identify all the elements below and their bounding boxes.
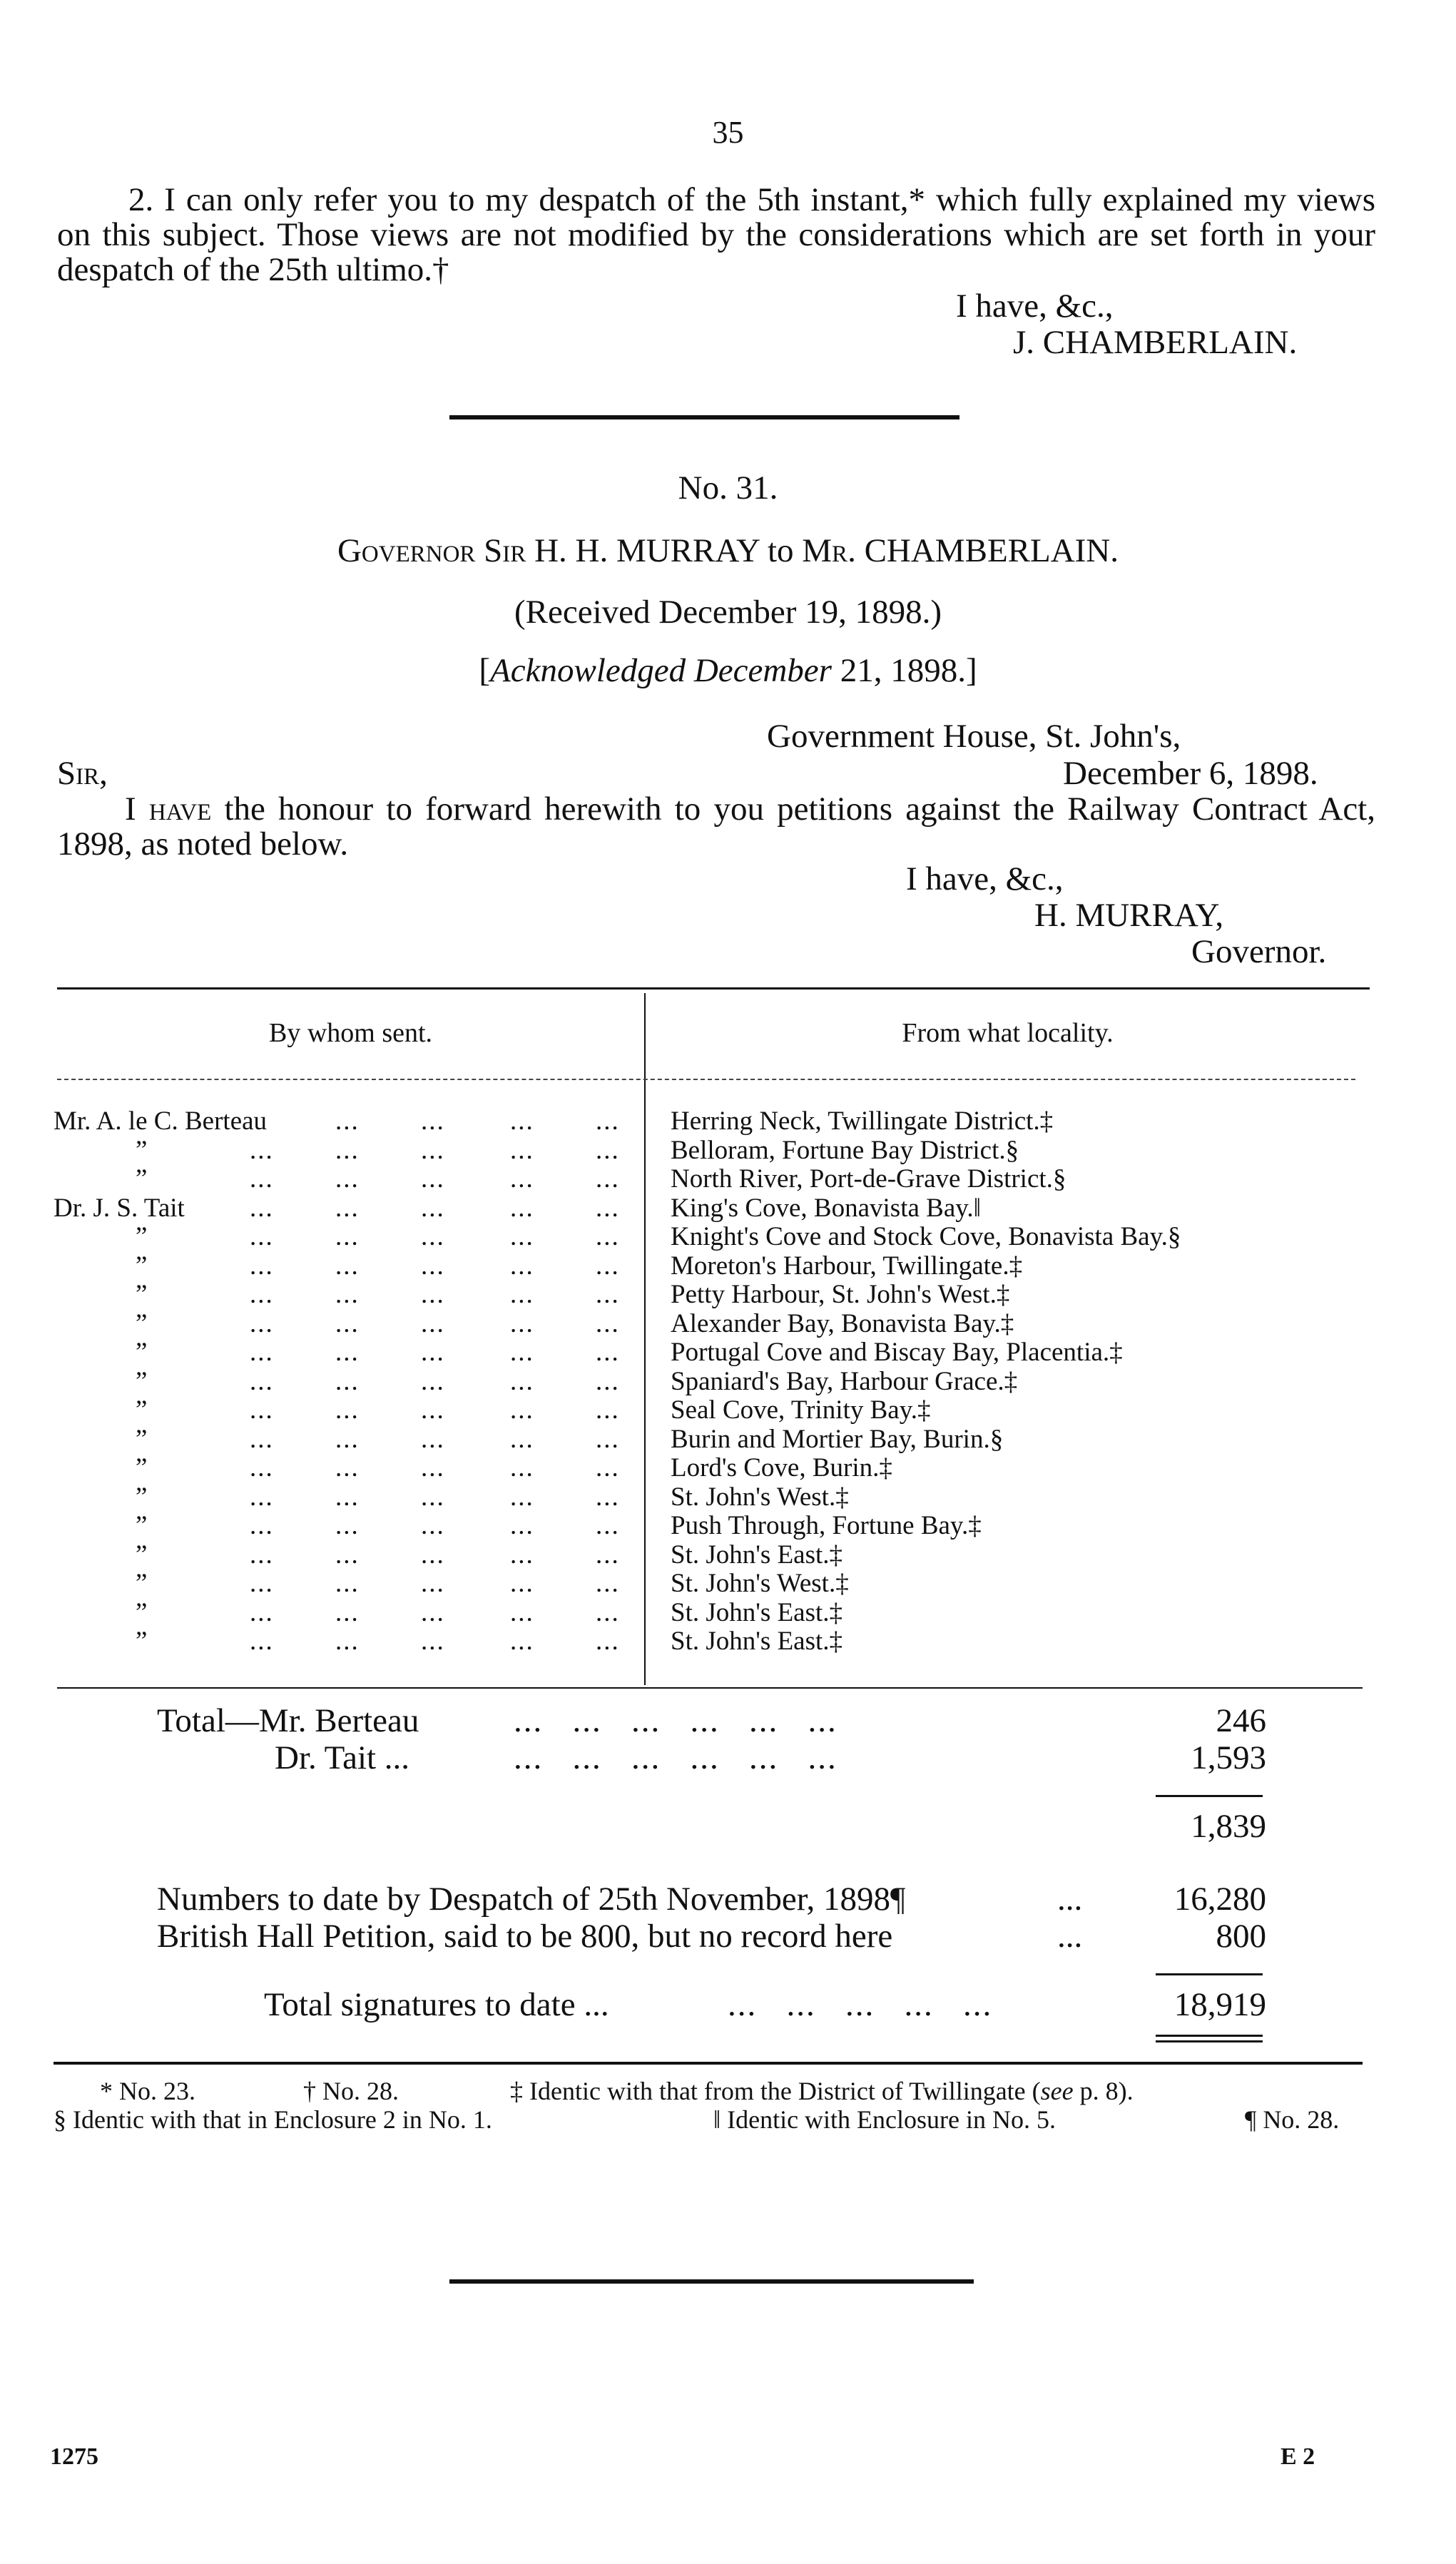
footnote-4: § Identic with that in Enclosure 2 in No. 1. xyxy=(54,2105,492,2134)
row-leader-dots: ... xyxy=(335,1193,360,1223)
row-locality: Lord's Cove, Burin.‡ xyxy=(671,1453,892,1482)
row-leader-dots: ... xyxy=(421,1222,445,1251)
acknowledged-date xyxy=(0,653,1456,688)
hall-label: British Hall Petition, said to be 800, but no record here xyxy=(157,1918,893,1955)
row-sender: ” xyxy=(136,1135,148,1165)
row-leader-dots: ... xyxy=(421,1164,445,1194)
table-row xyxy=(0,1107,1456,1136)
table-header-locality: From what locality. xyxy=(902,1018,1114,1048)
row-leader-dots: ... xyxy=(250,1193,274,1223)
row-leader-dots: ... xyxy=(250,1366,274,1396)
row-sender: ” xyxy=(136,1222,148,1251)
row-leader-dots: ... xyxy=(421,1135,445,1165)
subtotal-rule xyxy=(1156,1795,1263,1797)
row-leader-dots: ... xyxy=(510,1627,534,1656)
row-sender: ” xyxy=(136,1308,148,1338)
row-locality: St. John's West.‡ xyxy=(671,1569,849,1598)
footnote-3 xyxy=(510,2076,1134,2106)
row-leader-dots: ... xyxy=(421,1366,445,1396)
footnote-1: * No. 23. xyxy=(100,2077,195,2105)
total-berteau-value: 246 xyxy=(1216,1702,1266,1739)
row-locality: Burin and Mortier Bay, Burin.§ xyxy=(671,1424,1004,1454)
row-leader-dots: ... xyxy=(510,1511,534,1540)
row-leader-dots: ... xyxy=(335,1280,360,1309)
row-leader-dots: ... xyxy=(335,1453,360,1482)
table-row xyxy=(0,1570,1456,1598)
row-sender: ” xyxy=(136,1338,148,1367)
row-locality: King's Cove, Bonavista Bay.‖ xyxy=(671,1193,981,1223)
row-leader-dots: ... xyxy=(335,1627,360,1656)
row-leader-dots: ... xyxy=(421,1482,445,1512)
table-row xyxy=(0,1454,1456,1482)
row-sender: ” xyxy=(136,1395,148,1425)
row-leader-dots: ... xyxy=(335,1135,360,1165)
row-locality: Knight's Cove and Stock Cove, Bonavista Bay.§ xyxy=(671,1222,1181,1251)
row-locality: Push Through, Fortune Bay.‡ xyxy=(671,1511,982,1540)
row-leader-dots: ... xyxy=(510,1164,534,1194)
letter2-signature: H. MURRAY, xyxy=(1034,897,1224,934)
grand-total-value: 18,919 xyxy=(1174,1986,1266,2023)
row-sender: ” xyxy=(136,1627,148,1656)
row-leader-dots: ... xyxy=(250,1627,274,1656)
letter2-body xyxy=(57,792,1375,862)
total-berteau-label: Total—Mr. Berteau xyxy=(157,1702,419,1739)
row-sender: ” xyxy=(136,1540,148,1570)
prior-value: 16,280 xyxy=(1174,1881,1266,1918)
row-leader-dots: ... xyxy=(335,1540,360,1570)
table-row xyxy=(0,1310,1456,1338)
table-row xyxy=(0,1281,1456,1309)
row-leader-dots: ... xyxy=(596,1164,620,1194)
row-leader-dots: ... xyxy=(335,1308,360,1338)
row-locality: Petty Harbour, St. John's West.‡ xyxy=(671,1280,1010,1309)
letter1-text: 2. I can only refer you to my despatch of the 5th instant,* which fully explained my views on this subject. Those views are not modified by the considerations which are set forth in your despatch of the 25th ultimo.† xyxy=(57,181,1375,288)
row-leader-dots: ... xyxy=(335,1164,360,1194)
row-leader-dots: ... xyxy=(335,1107,360,1136)
footnote-5: ‖ Identic with Enclosure in No. 5. xyxy=(713,2105,1057,2134)
row-sender: Mr. A. le C. Berteau xyxy=(54,1107,268,1136)
row-leader-dots: ... xyxy=(596,1308,620,1338)
footnote-3-c: p. 8). xyxy=(1073,2077,1134,2105)
row-leader-dots: ... xyxy=(596,1482,620,1512)
row-sender: Dr. J. S. Tait xyxy=(54,1193,185,1223)
row-locality: Moreton's Harbour, Twillingate.‡ xyxy=(671,1251,1023,1281)
row-leader-dots: ... xyxy=(510,1453,534,1482)
row-sender: ” xyxy=(136,1251,148,1281)
table-top-rule xyxy=(57,987,1370,990)
heading-to: to xyxy=(767,532,794,569)
table-row xyxy=(0,1541,1456,1570)
row-leader-dots: ... xyxy=(596,1453,620,1482)
row-leader-dots: ... xyxy=(510,1280,534,1309)
heading-prefix: Governor Sir xyxy=(337,532,526,569)
row-leader-dots: ... xyxy=(421,1597,445,1627)
grand-total-label: Total signatures to date ... xyxy=(264,1986,609,2023)
row-leader-dots: ... xyxy=(250,1222,274,1251)
letter2-title: Governor. xyxy=(1191,933,1327,970)
hall-leader: ... xyxy=(1057,1918,1083,1955)
row-leader-dots: ... xyxy=(250,1164,274,1194)
row-locality: Herring Neck, Twillingate District.‡ xyxy=(671,1107,1054,1136)
row-leader-dots: ... xyxy=(421,1308,445,1338)
row-leader-dots: ... xyxy=(335,1395,360,1425)
table-row xyxy=(0,1223,1456,1251)
row-sender: ” xyxy=(136,1280,148,1309)
footer-print-code: 1275 xyxy=(50,2443,98,2470)
row-sender: ” xyxy=(136,1366,148,1396)
total-tait-label: Dr. Tait ... xyxy=(275,1739,410,1776)
heading-recipient: CHAMBERLAIN. xyxy=(864,532,1119,569)
ack-rest: 21, 1898.] xyxy=(831,652,977,689)
row-leader-dots: ... xyxy=(250,1424,274,1454)
table-row xyxy=(0,1252,1456,1281)
row-leader-dots: ... xyxy=(596,1251,620,1281)
row-locality: St. John's East.‡ xyxy=(671,1597,843,1627)
row-sender: ” xyxy=(136,1453,148,1482)
row-leader-dots: ... xyxy=(596,1569,620,1598)
row-locality: Portugal Cove and Biscay Bay, Placentia.‡ xyxy=(671,1338,1123,1367)
received-date: (Received December 19, 1898.) xyxy=(514,594,942,631)
row-locality: Alexander Bay, Bonavista Bay.‡ xyxy=(671,1308,1014,1338)
row-leader-dots: ... xyxy=(596,1135,620,1165)
row-leader-dots: ... xyxy=(596,1597,620,1627)
total-tait-value: 1,593 xyxy=(1191,1739,1266,1776)
row-leader-dots: ... xyxy=(510,1569,534,1598)
row-leader-dots: ... xyxy=(510,1251,534,1281)
row-sender: ” xyxy=(136,1424,148,1454)
ack-italic: Acknowledged December xyxy=(490,652,832,689)
row-leader-dots: ... xyxy=(250,1482,274,1512)
row-leader-dots: ... xyxy=(250,1395,274,1425)
row-leader-dots: ... xyxy=(335,1424,360,1454)
table-header-sender: By whom sent. xyxy=(268,1018,433,1048)
table-row xyxy=(0,1368,1456,1396)
row-leader-dots: ... xyxy=(250,1511,274,1540)
row-leader-dots: ... xyxy=(421,1511,445,1540)
grand-total-rule xyxy=(1156,1973,1263,1975)
row-leader-dots: ... xyxy=(421,1251,445,1281)
letter2-closing: I have, &c., xyxy=(906,860,1064,897)
letter1-signature: J. CHAMBERLAIN. xyxy=(1013,324,1298,361)
grand-total-leader: ... ... ... ... ... xyxy=(728,1986,993,2023)
table-row xyxy=(0,1512,1456,1540)
row-sender: ” xyxy=(136,1511,148,1540)
page-number: 35 xyxy=(712,115,744,150)
row-leader-dots: ... xyxy=(510,1366,534,1396)
row-leader-dots: ... xyxy=(510,1540,534,1570)
hall-value: 800 xyxy=(1216,1918,1266,1955)
row-leader-dots: ... xyxy=(510,1482,534,1512)
subtotal-value: 1,839 xyxy=(1191,1808,1266,1845)
grand-total-double-rule-2 xyxy=(1156,2040,1263,2042)
letter-date: December 6, 1898. xyxy=(1063,755,1318,792)
row-leader-dots: ... xyxy=(510,1597,534,1627)
row-leader-dots: ... xyxy=(250,1308,274,1338)
table-row xyxy=(0,1194,1456,1223)
row-leader-dots: ... xyxy=(421,1453,445,1482)
footnote-6: ¶ No. 28. xyxy=(1245,2105,1340,2134)
row-leader-dots: ... xyxy=(421,1395,445,1425)
total-tait-leader: ... ... ... ... ... ... xyxy=(514,1739,838,1776)
row-leader-dots: ... xyxy=(510,1338,534,1367)
row-leader-dots: ... xyxy=(250,1597,274,1627)
row-sender: ” xyxy=(136,1482,148,1512)
ack-bracket: [ xyxy=(479,652,491,689)
row-leader-dots: ... xyxy=(510,1193,534,1223)
despatch-heading xyxy=(0,534,1456,569)
body-text: the honour to forward herewith to you petitions against the Railway Contract Act, 1898, as noted below. xyxy=(57,790,1375,863)
footnote-2: † No. 28. xyxy=(303,2077,399,2105)
row-leader-dots: ... xyxy=(250,1251,274,1281)
total-berteau-leader: ... ... ... ... ... ... xyxy=(514,1702,838,1739)
table-header-rule xyxy=(57,1079,1355,1080)
row-leader-dots: ... xyxy=(596,1627,620,1656)
grand-total-double-rule-1 xyxy=(1156,2035,1263,2037)
footnote-3-b: see xyxy=(1040,2077,1074,2105)
footer-signature-mark: E 2 xyxy=(1281,2443,1315,2470)
letter1-paragraph xyxy=(57,183,1375,288)
heading-name: H. H. MURRAY xyxy=(534,532,760,569)
despatch-number: No. 31. xyxy=(678,469,778,507)
row-leader-dots: ... xyxy=(250,1453,274,1482)
row-leader-dots: ... xyxy=(596,1424,620,1454)
table-row xyxy=(0,1165,1456,1194)
row-leader-dots: ... xyxy=(335,1251,360,1281)
row-leader-dots: ... xyxy=(335,1569,360,1598)
row-leader-dots: ... xyxy=(510,1308,534,1338)
table-row xyxy=(0,1627,1456,1656)
row-leader-dots: ... xyxy=(596,1222,620,1251)
row-locality: St. John's East.‡ xyxy=(671,1627,843,1656)
row-locality: St. John's West.‡ xyxy=(671,1482,849,1512)
row-leader-dots: ... xyxy=(250,1338,274,1367)
row-leader-dots: ... xyxy=(596,1280,620,1309)
row-leader-dots: ... xyxy=(421,1540,445,1570)
sender-address: Government House, St. John's, xyxy=(767,718,1181,755)
row-leader-dots: ... xyxy=(421,1280,445,1309)
table-row xyxy=(0,1599,1456,1627)
table-row xyxy=(0,1396,1456,1425)
row-locality: Belloram, Fortune Bay District.§ xyxy=(671,1135,1019,1165)
row-locality: Spaniard's Bay, Harbour Grace.‡ xyxy=(671,1366,1018,1396)
row-leader-dots: ... xyxy=(596,1366,620,1396)
row-leader-dots: ... xyxy=(510,1107,534,1136)
row-leader-dots: ... xyxy=(596,1540,620,1570)
row-leader-dots: ... xyxy=(510,1222,534,1251)
row-locality: North River, Port-de-Grave District.§ xyxy=(671,1164,1066,1194)
row-leader-dots: ... xyxy=(250,1280,274,1309)
row-leader-dots: ... xyxy=(510,1424,534,1454)
table-row xyxy=(0,1338,1456,1367)
row-leader-dots: ... xyxy=(335,1338,360,1367)
prior-label: Numbers to date by Despatch of 25th November, 1898¶ xyxy=(157,1881,906,1918)
heading-mr: Mr. xyxy=(802,532,856,569)
table-bottom-rule xyxy=(57,1687,1363,1689)
table-row xyxy=(0,1425,1456,1454)
row-leader-dots: ... xyxy=(596,1107,620,1136)
row-sender: ” xyxy=(136,1569,148,1598)
table-row xyxy=(0,1136,1456,1165)
row-leader-dots: ... xyxy=(510,1135,534,1165)
end-divider xyxy=(449,2279,974,2284)
row-leader-dots: ... xyxy=(596,1511,620,1540)
row-leader-dots: ... xyxy=(250,1569,274,1598)
salutation: Sir, xyxy=(57,755,108,792)
prior-leader: ... xyxy=(1057,1881,1083,1918)
section-divider xyxy=(449,415,959,419)
letter1-closing: I have, &c., xyxy=(956,288,1114,325)
row-leader-dots: ... xyxy=(596,1395,620,1425)
row-leader-dots: ... xyxy=(335,1366,360,1396)
row-locality: Seal Cove, Trinity Bay.‡ xyxy=(671,1395,931,1425)
row-leader-dots: ... xyxy=(335,1482,360,1512)
row-leader-dots: ... xyxy=(335,1222,360,1251)
row-leader-dots: ... xyxy=(335,1511,360,1540)
row-leader-dots: ... xyxy=(596,1193,620,1223)
row-leader-dots: ... xyxy=(421,1338,445,1367)
row-leader-dots: ... xyxy=(250,1135,274,1165)
row-leader-dots: ... xyxy=(421,1569,445,1598)
row-sender: ” xyxy=(136,1164,148,1194)
row-leader-dots: ... xyxy=(421,1107,445,1136)
row-leader-dots: ... xyxy=(596,1338,620,1367)
row-leader-dots: ... xyxy=(421,1193,445,1223)
row-leader-dots: ... xyxy=(510,1395,534,1425)
row-locality: St. John's East.‡ xyxy=(671,1540,843,1570)
table-row xyxy=(0,1483,1456,1512)
body-lead: I have xyxy=(125,790,212,828)
footnote-rule xyxy=(54,2062,1363,2065)
footnote-3-a: ‡ Identic with that from the District of Twillingate ( xyxy=(510,2077,1041,2105)
row-leader-dots: ... xyxy=(421,1424,445,1454)
row-sender: ” xyxy=(136,1597,148,1627)
row-leader-dots: ... xyxy=(421,1627,445,1656)
row-leader-dots: ... xyxy=(250,1540,274,1570)
row-leader-dots: ... xyxy=(335,1597,360,1627)
